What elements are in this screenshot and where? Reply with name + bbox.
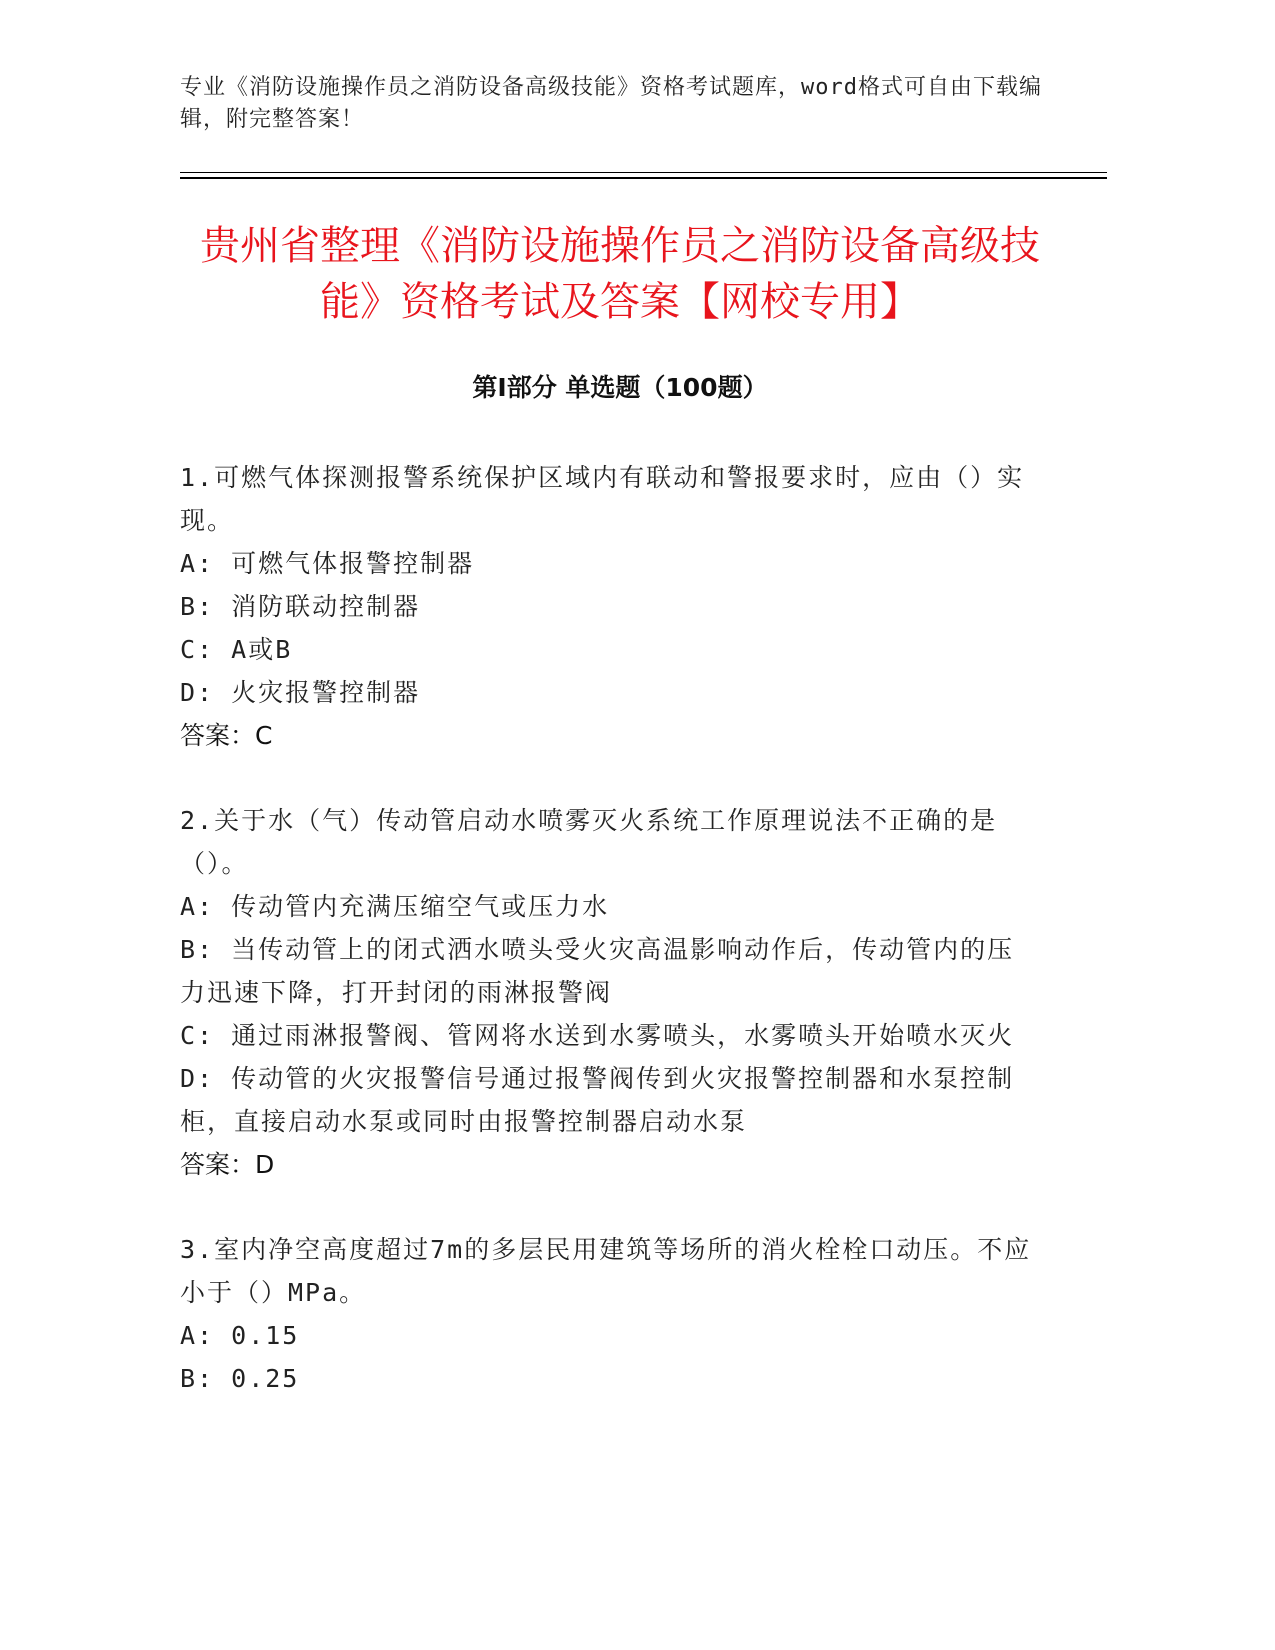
option-c: C: 通过雨淋报警阀、管网将水送到水雾喷头，水雾喷头开始喷水灭火: [180, 1021, 1015, 1050]
document-title: 贵州省整理《消防设施操作员之消防设备高级技能》资格考试及答案【网校专用】: [200, 223, 1040, 325]
option-b: B: 当传动管上的闭式洒水喷头受火灾高温影响动作后，传动管内的压力迅速下降，打开封闭的雨淋报警阀: [180, 935, 1015, 1007]
answer: 答案：C: [180, 721, 273, 750]
option-b: B: 消防联动控制器: [180, 592, 421, 621]
header-note: 专业《消防设施操作员之消防设备高级技能》资格考试题库，word格式可自由下载编辑，附完整答案！: [180, 75, 1042, 132]
header-divider-thin: [180, 172, 1107, 173]
question-stem: 2.关于水（气）传动管启动水喷雾灭火系统工作原理说法不正确的是（）。: [180, 806, 998, 878]
section-heading: 第Ⅰ部分 单选题（100题）: [472, 373, 768, 402]
answer: 答案：D: [180, 1150, 275, 1179]
option-d: D: 火灾报警控制器: [180, 678, 421, 707]
option-c: C: A或B: [180, 635, 293, 664]
option-d: D: 传动管的火灾报警信号通过报警阀传到火灾报警控制器和水泵控制柜，直接启动水泵或同时由报警控制器启动水泵: [180, 1064, 1015, 1136]
option-b: B: 0.25: [180, 1364, 300, 1393]
question-list: [180, 456, 1040, 1442]
question-stem: 1.可燃气体探测报警系统保护区域内有联动和警报要求时，应由（）实现。: [180, 463, 1025, 535]
header-divider-thick: [180, 177, 1107, 179]
question-1: [180, 456, 1040, 757]
option-a: A: 可燃气体报警控制器: [180, 549, 475, 578]
option-a: A: 0.15: [180, 1321, 300, 1350]
question-2: [180, 799, 1040, 1186]
question-stem: 3.室内净空高度超过7m的多层民用建筑等场所的消火栓栓口动压。不应小于（）MPa。: [180, 1235, 1032, 1307]
question-3: [180, 1228, 1040, 1400]
option-a: A: 传动管内充满压缩空气或压力水: [180, 892, 610, 921]
